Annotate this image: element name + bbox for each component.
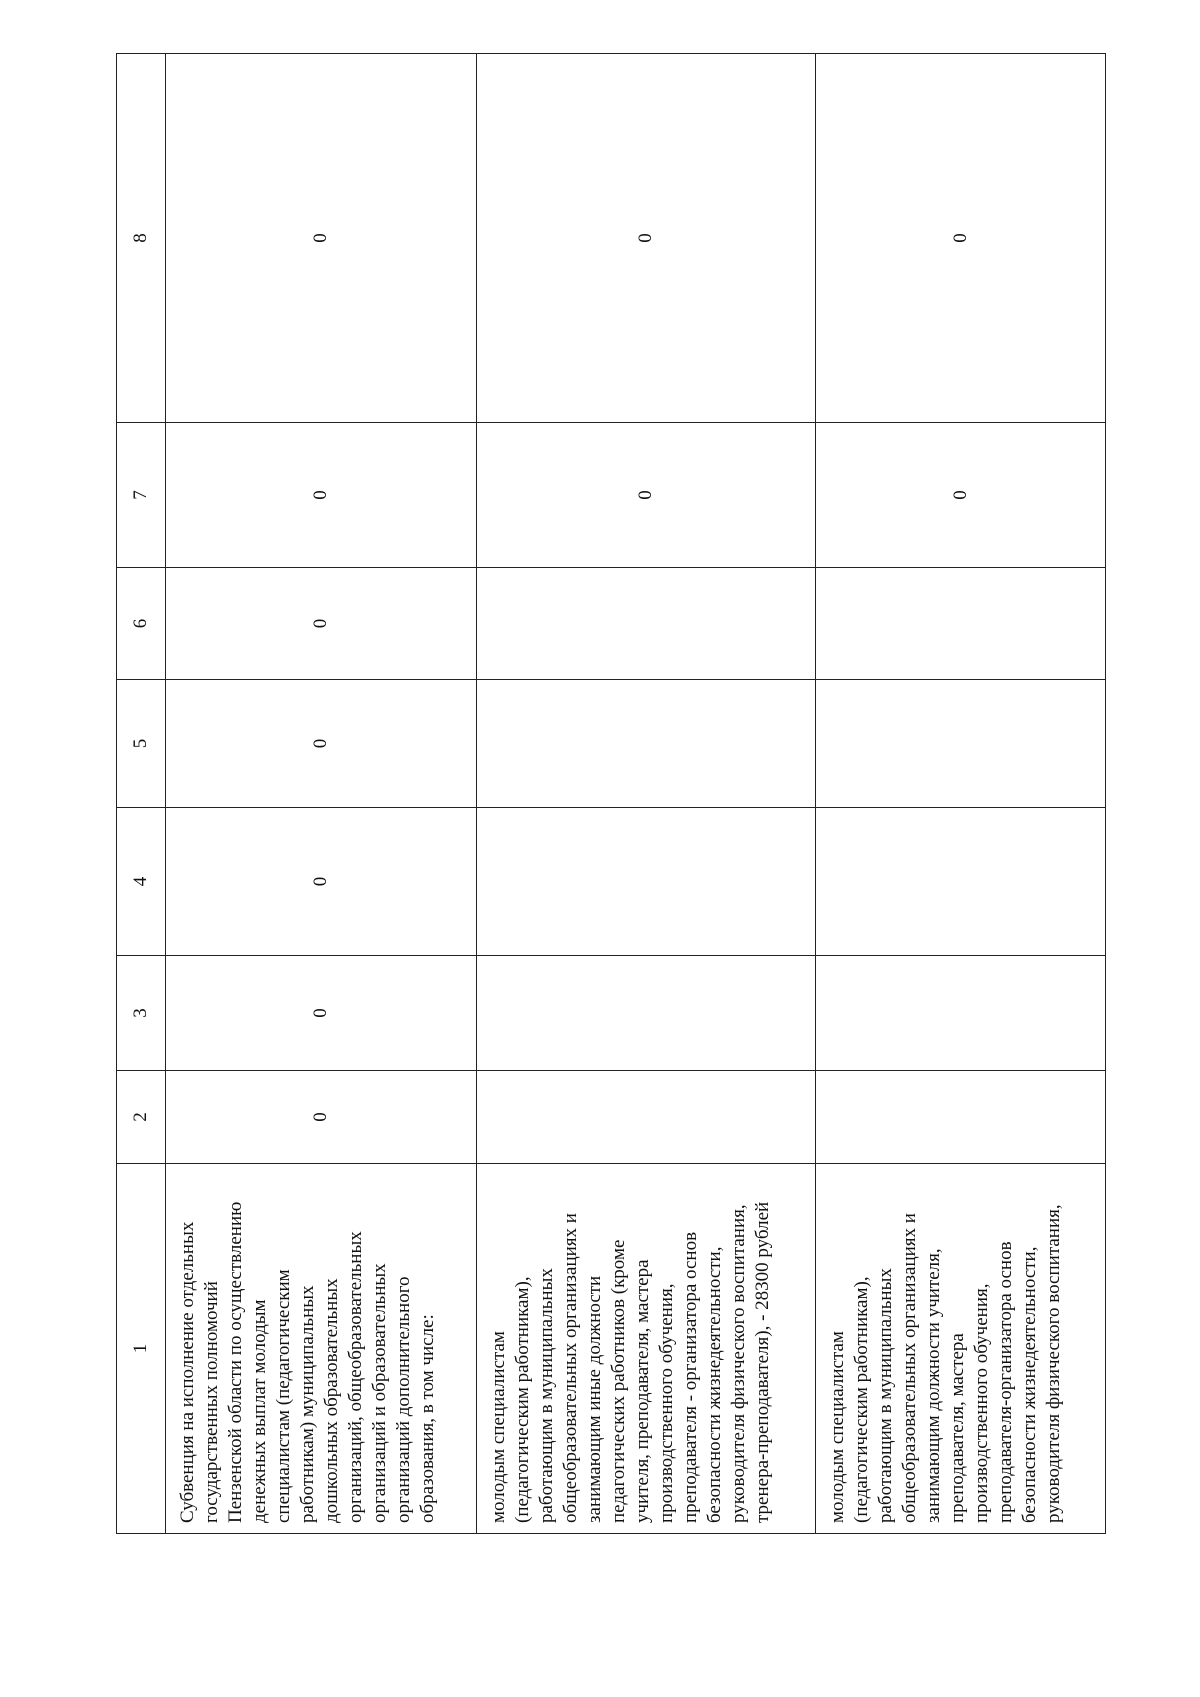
header-cell-6: 6 — [117, 568, 166, 680]
value-cell-col5 — [477, 680, 816, 808]
row-description — [477, 1164, 816, 1534]
description-line: общеобразовательных организациях и — [899, 1213, 920, 1523]
description-line: занимающим должности учителя, — [923, 1248, 944, 1523]
header-cell-8: 8 — [117, 54, 166, 423]
value-cell-col3: 0 — [166, 956, 477, 1071]
description-line: образования, в том числе: — [417, 1314, 438, 1523]
header-cell-3: 3 — [117, 956, 166, 1071]
description-line: Пензенской области по осуществлению — [225, 1201, 246, 1523]
row-description — [816, 1164, 1106, 1534]
value-cell-col5: 0 — [166, 680, 477, 808]
header-row — [117, 54, 166, 1534]
value-cell-col2: 0 — [166, 1071, 477, 1164]
value-cell-col6: 0 — [166, 568, 477, 680]
description-line: руководителя физического воспитания, — [1043, 1204, 1064, 1523]
value-cell-col4: 0 — [166, 808, 477, 956]
description-line: денежных выплат молодым — [249, 1299, 270, 1523]
description-line: работникам) муниципальных — [297, 1285, 318, 1523]
value-cell-col7: 0 — [166, 423, 477, 568]
description-line: безопасности жизнедеятельности, — [1019, 1246, 1040, 1523]
description-line: организаций и образовательных — [369, 1263, 390, 1523]
row-description — [166, 1164, 477, 1534]
description-line: преподавателя, мастера — [947, 1333, 968, 1523]
rotated-table-container — [116, 54, 1076, 1534]
description-line: (педагогическим работникам), — [851, 1276, 872, 1523]
description-line: (педагогическим работникам), — [512, 1276, 533, 1523]
value-cell-col7: 0 — [816, 423, 1106, 568]
value-cell-col3 — [477, 956, 816, 1071]
description-line: преподавателя - организатора основ — [680, 1231, 701, 1523]
value-cell-col2 — [477, 1071, 816, 1164]
value-cell-col2 — [816, 1071, 1106, 1164]
description-line: работающим в муниципальных — [536, 1268, 557, 1523]
description-line: безопасности жизнедеятельности, — [704, 1246, 725, 1523]
header-cell-2: 2 — [117, 1071, 166, 1164]
header-cell-7: 7 — [117, 423, 166, 568]
description-line: молодым специалистам — [827, 1331, 848, 1523]
value-cell-col7: 0 — [477, 423, 816, 568]
description-line: преподавателя-организатора основ — [995, 1241, 1016, 1523]
table-row — [816, 54, 1106, 1534]
description-line: работающим в муниципальных — [875, 1268, 896, 1523]
value-cell-col4 — [477, 808, 816, 956]
description-line: производственного обучения, — [971, 1283, 992, 1523]
value-cell-col6 — [477, 568, 816, 680]
description-line: организаций, общеобразовательных — [345, 1231, 366, 1523]
description-line: производственного обучения, — [656, 1283, 677, 1523]
description-line: молодым специалистам — [488, 1331, 509, 1523]
description-line: государственных полномочий — [201, 1281, 222, 1523]
description-line: общеобразовательных организациях и — [560, 1213, 581, 1523]
description-line: педагогических работников (кроме — [608, 1239, 629, 1523]
value-cell-col8: 0 — [816, 54, 1106, 423]
table-row — [166, 54, 477, 1534]
description-line: учителя, преподавателя, мастера — [632, 1259, 653, 1523]
header-cell-4: 4 — [117, 808, 166, 956]
value-cell-col8: 0 — [477, 54, 816, 423]
value-cell-col6 — [816, 568, 1106, 680]
description-line: организаций дополнительного — [393, 1276, 414, 1523]
header-cell-5: 5 — [117, 680, 166, 808]
description-line: дошкольных образовательных — [321, 1278, 342, 1523]
table-row — [477, 54, 816, 1534]
header-cell-1: 1 — [117, 1164, 166, 1534]
value-cell-col4 — [816, 808, 1106, 956]
value-cell-col8: 0 — [166, 54, 477, 423]
description-line: тренера-преподавателя), - 28300 рублей — [752, 1201, 773, 1523]
value-cell-col5 — [816, 680, 1106, 808]
description-line: специалистам (педагогическим — [273, 1269, 294, 1523]
description-line: руководителя физического воспитания, — [728, 1204, 749, 1523]
subvention-table — [116, 53, 1106, 1534]
description-line: Субвенция на исполнение отдельных — [177, 1221, 198, 1523]
description-line: занимающим иные должности — [584, 1275, 605, 1523]
value-cell-col3 — [816, 956, 1106, 1071]
